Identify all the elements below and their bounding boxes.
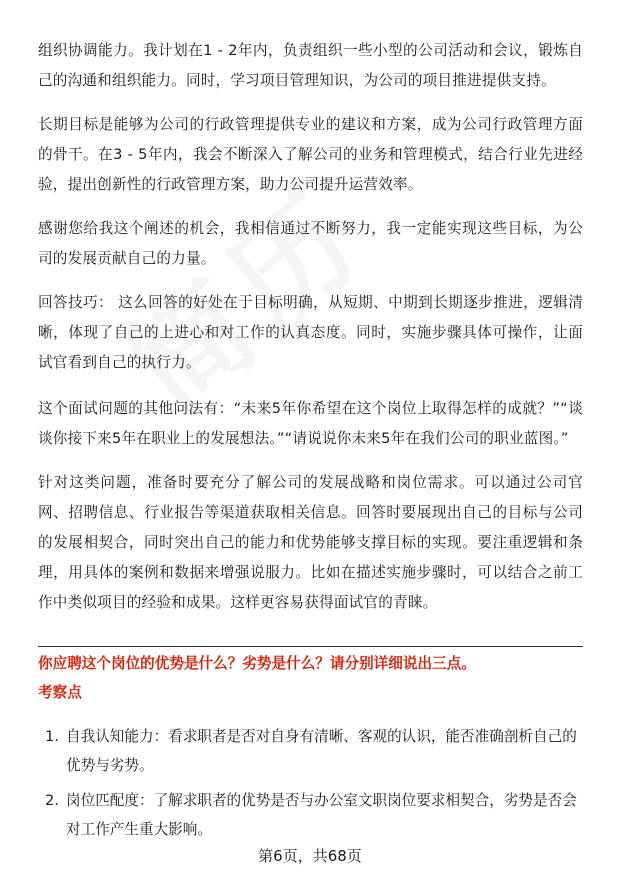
paragraph: 这个面试问题的其他问法有：“未来5年你希望在这个岗位上取得怎样的成就？”“谈谈你接下来5年在职业上的发展想法。”“请说说你未来5年在我们公司的职业蓝图。” (38, 400, 583, 447)
list-item-text: 自我认知能力：看求职者是否对自身有清晰、客观的认识，能否准确剖析自己的优势与劣势。 (66, 728, 577, 774)
section-subheading: 考察点 (38, 684, 82, 701)
interview-question: 你应聘这个岗位的优势是什么？劣势是什么？请分别详细说出三点。 (38, 655, 476, 672)
paragraph: 针对这类问题，准备时要充分了解公司的发展战略和岗位需求。可以通过公司官网、招聘信息、行业报告等渠道获取相关信息。回答时要展现出自己的目标与公司的发展相契合，同时突出自己的能力和优势能够支撑目标的实现。要注重逻辑和条理，用具体的案例和数据来增强说服力。比如在描述实施步骤时，可以结合之前工作中类似项目的经验和成果。这样更容易获得面试官的青睐。 (38, 474, 583, 611)
section-divider (38, 646, 583, 647)
list-number: 1. (45, 728, 59, 745)
list-item-text: 岗位匹配度：了解求职者的优势是否与办公室文职岗位要求相契合，劣势是否会对工作产生重大影响。 (66, 792, 577, 838)
page-footer: 第6页，共68页 (258, 847, 362, 865)
list-item (45, 722, 583, 780)
paragraph: 感谢您给我这个阐述的机会，我相信通过不断努力，我一定能实现这些目标，为公司的发展贡献自己的力量。 (38, 220, 583, 267)
paragraph: 回答技巧： 这么回答的好处在于目标明确，从短期、中期到长期逐步推进，逻辑清晰，体现了自己的上进心和对工作的认真态度。同时，实施步骤具体可操作，让面试官看到自己的执行力。 (38, 294, 583, 371)
list-item (45, 786, 583, 844)
paragraph: 组织协调能力。我计划在1 - 2年内，负责组织一些小型的公司活动和会议，锻炼自己的沟通和组织能力。同时，学习项目管理知识，为公司的项目推进提供支持。 (38, 42, 583, 89)
paragraph: 长期目标是能够为公司的行政管理提供专业的建议和方案，成为公司行政管理方面的骨干。在3 - 5年内，我会不断深入了解公司的业务和管理模式，结合行业先进经验，提出创新性的行政管理方案，助力公司提升运营效率。 (38, 116, 583, 193)
list-number: 2. (45, 792, 59, 809)
